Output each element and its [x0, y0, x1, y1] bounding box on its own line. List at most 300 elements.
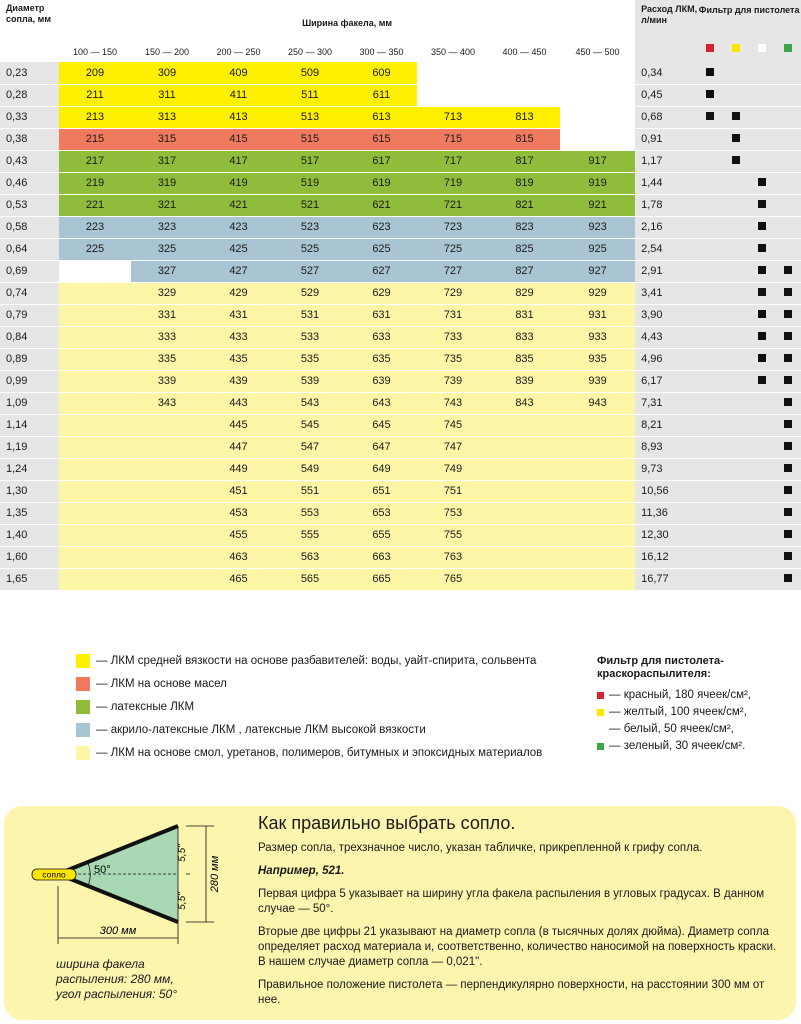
nozzle-code-cell: 211 — [59, 84, 131, 106]
filter-cell — [775, 216, 801, 238]
width-range-header: 200 — 250 — [203, 42, 274, 62]
table-row — [0, 150, 801, 172]
nozzle-code-cell: 521 — [274, 194, 346, 216]
nozzle-code-cell: 651 — [346, 480, 417, 502]
nozzle-code-cell — [489, 458, 560, 480]
nozzle-code-cell — [59, 260, 131, 282]
nozzle-code-cell: 453 — [203, 502, 274, 524]
nozzle-code-cell: 733 — [417, 326, 489, 348]
legend-swatch-icon — [76, 700, 90, 714]
nozzle-code-cell: 725 — [417, 238, 489, 260]
nozzle-code-cell: 443 — [203, 392, 274, 414]
nozzle-code-cell — [131, 502, 203, 524]
table-row — [0, 84, 801, 106]
nozzle-code-cell: 327 — [131, 260, 203, 282]
header-diameter: Диаметр сопла, мм — [0, 0, 59, 62]
diameter-cell: 0,79 — [0, 304, 59, 326]
legend-item — [76, 649, 542, 672]
nozzle-code-cell: 515 — [274, 128, 346, 150]
nozzle-code-cell: 933 — [560, 326, 635, 348]
filter-cell — [723, 304, 749, 326]
filter-cell — [775, 370, 801, 392]
filter-mark-icon — [784, 266, 792, 274]
filter-mark-icon — [758, 354, 766, 362]
filter-cell — [723, 414, 749, 436]
nozzle-code-cell: 429 — [203, 282, 274, 304]
flow-cell: 16,77 — [635, 568, 697, 590]
nozzle-code-cell: 609 — [346, 62, 417, 84]
nozzle-code-cell — [59, 282, 131, 304]
filter-cell — [697, 128, 723, 150]
nozzle-code-cell: 411 — [203, 84, 274, 106]
flow-cell: 0,34 — [635, 62, 697, 84]
nozzle-code-cell: 551 — [274, 480, 346, 502]
filter-legend — [597, 655, 801, 755]
nozzle-code-cell: 539 — [274, 370, 346, 392]
distance-label: 300 мм — [99, 925, 137, 937]
howto-section — [258, 813, 778, 1016]
width-range-header: 450 — 500 — [560, 42, 635, 62]
table-row — [0, 458, 801, 480]
nozzle-code-cell: 753 — [417, 502, 489, 524]
width-range-header: 150 — 200 — [131, 42, 203, 62]
filter-mark-icon — [784, 508, 792, 516]
nozzle-code-cell — [560, 568, 635, 590]
nozzle-label: сопло — [42, 869, 66, 880]
nozzle-code-cell: 665 — [346, 568, 417, 590]
flow-cell: 8,93 — [635, 436, 697, 458]
table-row — [0, 172, 801, 194]
table-row — [0, 370, 801, 392]
legend-item — [76, 741, 542, 764]
half-width-bottom: 5,5" — [177, 892, 188, 910]
nozzle-code-cell — [59, 568, 131, 590]
nozzle-code-cell: 543 — [274, 392, 346, 414]
nozzle-code-cell: 929 — [560, 282, 635, 304]
filter-mark-icon — [784, 574, 792, 582]
flow-cell: 11,36 — [635, 502, 697, 524]
nozzle-code-cell: 335 — [131, 348, 203, 370]
nozzle-code-cell — [489, 414, 560, 436]
filter-cell — [697, 216, 723, 238]
table-row — [0, 348, 801, 370]
flow-cell: 0,91 — [635, 128, 697, 150]
howto-p2: Первая цифра 5 указывает на ширину угла факела распыления в угловых градусах. В данном случае — 50°. — [258, 888, 765, 915]
diameter-cell: 1,60 — [0, 546, 59, 568]
nozzle-code-cell: 763 — [417, 546, 489, 568]
filter-mark-icon — [758, 310, 766, 318]
diameter-cell: 0,64 — [0, 238, 59, 260]
table-row — [0, 304, 801, 326]
nozzle-code-cell: 523 — [274, 216, 346, 238]
filter-cell — [697, 106, 723, 128]
nozzle-code-cell — [131, 436, 203, 458]
nozzle-code-cell: 451 — [203, 480, 274, 502]
nozzle-code-cell: 215 — [59, 128, 131, 150]
diameter-cell: 1,35 — [0, 502, 59, 524]
nozzle-code-cell: 329 — [131, 282, 203, 304]
table-row — [0, 568, 801, 590]
filter-mark-icon — [784, 552, 792, 560]
filter-cell — [723, 84, 749, 106]
nozzle-code-cell: 617 — [346, 150, 417, 172]
filter-cell — [749, 392, 775, 414]
diameter-cell: 0,33 — [0, 106, 59, 128]
filter-cell — [697, 568, 723, 590]
nozzle-code-cell: 629 — [346, 282, 417, 304]
filter-cell — [723, 128, 749, 150]
flow-cell: 10,56 — [635, 480, 697, 502]
header-flow: Расход ЛКМ, л/мин — [635, 0, 697, 62]
filter-mark-icon — [758, 266, 766, 274]
nozzle-code-cell: 423 — [203, 216, 274, 238]
header-width: Ширина факела, мм — [59, 0, 635, 42]
filter-mark-icon — [758, 332, 766, 340]
nozzle-code-cell: 527 — [274, 260, 346, 282]
table-row — [0, 502, 801, 524]
nozzle-code-cell: 833 — [489, 326, 560, 348]
nozzle-code-cell: 927 — [560, 260, 635, 282]
nozzle-code-cell: 317 — [131, 150, 203, 172]
filter-cell — [697, 370, 723, 392]
nozzle-code-cell — [560, 546, 635, 568]
diameter-cell: 1,24 — [0, 458, 59, 480]
table-row — [0, 546, 801, 568]
nozzle-code-cell: 535 — [274, 348, 346, 370]
nozzle-code-cell — [489, 568, 560, 590]
nozzle-code-cell — [131, 546, 203, 568]
nozzle-code-cell: 639 — [346, 370, 417, 392]
filter-mark-icon — [758, 200, 766, 208]
filter-cell — [749, 370, 775, 392]
filter-legend-text: — белый, 50 ячеек/см², — [609, 723, 734, 735]
filter-cell — [697, 260, 723, 282]
nozzle-code-cell — [59, 392, 131, 414]
nozzle-code-cell: 615 — [346, 128, 417, 150]
filter-cell — [697, 414, 723, 436]
filter-cell — [749, 414, 775, 436]
nozzle-code-cell: 513 — [274, 106, 346, 128]
width-range-header: 100 — 150 — [59, 42, 131, 62]
angle-label: 50° — [94, 864, 111, 876]
nozzle-code-cell — [560, 414, 635, 436]
nozzle-code-cell: 831 — [489, 304, 560, 326]
filter-cell — [749, 62, 775, 84]
nozzle-code-cell: 631 — [346, 304, 417, 326]
nozzle-code-cell: 765 — [417, 568, 489, 590]
filter-legend-item — [597, 721, 801, 738]
nozzle-code-cell: 835 — [489, 348, 560, 370]
half-width-top: 5,5" — [177, 844, 188, 862]
nozzle-code-cell — [489, 436, 560, 458]
filter-legend-swatch-icon — [597, 743, 604, 750]
filter-cell — [775, 414, 801, 436]
table-row — [0, 392, 801, 414]
nozzle-code-cell: 749 — [417, 458, 489, 480]
diameter-cell: 1,65 — [0, 568, 59, 590]
nozzle-code-cell: 435 — [203, 348, 274, 370]
filter-cell — [775, 546, 801, 568]
nozzle-code-cell: 221 — [59, 194, 131, 216]
nozzle-code-cell — [489, 546, 560, 568]
nozzle-code-cell: 819 — [489, 172, 560, 194]
nozzle-code-cell — [560, 62, 635, 84]
nozzle-code-cell: 939 — [560, 370, 635, 392]
nozzle-code-cell: 313 — [131, 106, 203, 128]
filter-mark-icon — [784, 376, 792, 384]
nozzle-code-cell: 425 — [203, 238, 274, 260]
filter-cell — [775, 392, 801, 414]
nozzle-code-cell: 331 — [131, 304, 203, 326]
filter-cell — [775, 260, 801, 282]
nozzle-code-cell: 465 — [203, 568, 274, 590]
nozzle-code-cell — [489, 524, 560, 546]
filter-mark-icon — [784, 310, 792, 318]
filter-cell — [749, 480, 775, 502]
filter-cell — [749, 436, 775, 458]
nozzle-code-cell: 825 — [489, 238, 560, 260]
filter-legend-swatch-icon — [597, 726, 604, 733]
nozzle-code-cell: 743 — [417, 392, 489, 414]
legend-swatch-icon — [76, 677, 90, 691]
diameter-cell: 1,09 — [0, 392, 59, 414]
filter-cell — [723, 502, 749, 524]
filter-cell — [697, 480, 723, 502]
caption-line-1: ширина факела — [56, 957, 145, 971]
howto-p3: Вторые две цифры 21 указывают на диаметр сопла (в тысячных долях дюйма). Диаметр сопла определяет расход материала и, соответственно, количество наносимой на поверхность краски. В нашем случае диаметр сопла — 0,021". — [258, 926, 777, 968]
nozzle-code-cell: 821 — [489, 194, 560, 216]
flow-cell: 4,96 — [635, 348, 697, 370]
filter-color-header — [749, 42, 775, 62]
nozzle-code-cell: 663 — [346, 546, 417, 568]
nozzle-code-cell: 619 — [346, 172, 417, 194]
filter-color-header — [723, 42, 749, 62]
table-row — [0, 414, 801, 436]
nozzle-code-cell: 431 — [203, 304, 274, 326]
nozzle-code-cell: 343 — [131, 392, 203, 414]
nozzle-code-cell — [59, 348, 131, 370]
filter-cell — [749, 106, 775, 128]
nozzle-code-cell — [131, 458, 203, 480]
nozzle-code-cell — [417, 84, 489, 106]
nozzle-code-cell — [560, 436, 635, 458]
nozzle-code-cell: 549 — [274, 458, 346, 480]
flow-cell: 4,43 — [635, 326, 697, 348]
nozzle-code-cell: 611 — [346, 84, 417, 106]
filter-mark-icon — [784, 354, 792, 362]
filter-cell — [723, 106, 749, 128]
width-label: 280 мм — [209, 855, 221, 893]
legend-text: — ЛКМ средней вязкости на основе разбавителей: воды, уайт-спирита, сольвента — [96, 654, 537, 667]
nozzle-code-cell — [560, 524, 635, 546]
diagram-caption — [56, 957, 177, 1002]
filter-cell — [749, 194, 775, 216]
filter-swatch-icon — [784, 44, 792, 52]
nozzle-code-cell: 931 — [560, 304, 635, 326]
nozzle-code-cell — [59, 414, 131, 436]
nozzle-code-cell: 525 — [274, 238, 346, 260]
filter-cell — [697, 282, 723, 304]
flow-cell: 0,45 — [635, 84, 697, 106]
diameter-cell: 0,28 — [0, 84, 59, 106]
filter-cell — [697, 304, 723, 326]
legend-item — [76, 672, 542, 695]
nozzle-code-cell: 745 — [417, 414, 489, 436]
width-range-header: 250 — 300 — [274, 42, 346, 62]
caption-line-2: распыления: 280 мм, — [56, 972, 174, 986]
nozzle-code-cell — [560, 128, 635, 150]
filter-cell — [697, 150, 723, 172]
nozzle-code-cell: 519 — [274, 172, 346, 194]
nozzle-code-cell: 829 — [489, 282, 560, 304]
flow-cell: 2,91 — [635, 260, 697, 282]
diameter-cell: 0,74 — [0, 282, 59, 304]
filter-cell — [723, 238, 749, 260]
filter-legend-text: — желтый, 100 ячеек/см², — [609, 706, 747, 718]
nozzle-code-cell: 565 — [274, 568, 346, 590]
filter-cell — [775, 436, 801, 458]
filter-cell — [697, 326, 723, 348]
nozzle-code-cell: 225 — [59, 238, 131, 260]
nozzle-code-cell: 209 — [59, 62, 131, 84]
nozzle-code-cell: 445 — [203, 414, 274, 436]
filter-mark-icon — [784, 288, 792, 296]
nozzle-code-cell: 315 — [131, 128, 203, 150]
nozzle-code-cell: 433 — [203, 326, 274, 348]
filter-cell — [775, 62, 801, 84]
filter-cell — [749, 260, 775, 282]
nozzle-code-cell: 827 — [489, 260, 560, 282]
filter-mark-icon — [758, 376, 766, 384]
nozzle-code-cell: 529 — [274, 282, 346, 304]
nozzle-code-cell: 325 — [131, 238, 203, 260]
nozzle-code-cell: 727 — [417, 260, 489, 282]
legend-text: — латексные ЛКМ — [96, 700, 195, 713]
filter-cell — [697, 238, 723, 260]
nozzle-code-cell: 921 — [560, 194, 635, 216]
flow-cell: 7,31 — [635, 392, 697, 414]
nozzle-code-cell — [59, 436, 131, 458]
filter-cell — [723, 260, 749, 282]
filter-cell — [749, 172, 775, 194]
nozzle-code-cell — [489, 502, 560, 524]
nozzle-code-cell: 409 — [203, 62, 274, 84]
nozzle-code-cell: 509 — [274, 62, 346, 84]
flow-cell: 9,73 — [635, 458, 697, 480]
filter-cell — [697, 392, 723, 414]
filter-cell — [775, 194, 801, 216]
nozzle-code-cell: 447 — [203, 436, 274, 458]
nozzle-code-cell: 923 — [560, 216, 635, 238]
filter-swatch-icon — [706, 44, 714, 52]
filter-mark-icon — [732, 156, 740, 164]
nozzle-code-cell: 333 — [131, 326, 203, 348]
filter-mark-icon — [784, 332, 792, 340]
table-row — [0, 194, 801, 216]
nozzle-code-cell: 553 — [274, 502, 346, 524]
material-legend — [76, 649, 542, 764]
filter-cell — [723, 216, 749, 238]
filter-cell — [723, 348, 749, 370]
filter-cell — [723, 458, 749, 480]
table-row — [0, 480, 801, 502]
diameter-cell: 0,89 — [0, 348, 59, 370]
legend-text: — ЛКМ на основе смол, уретанов, полимеров, битумных и эпоксидных материалов — [96, 746, 543, 759]
nozzle-code-cell: 339 — [131, 370, 203, 392]
nozzle-code-cell: 545 — [274, 414, 346, 436]
nozzle-code-cell — [59, 304, 131, 326]
nozzle-code-cell: 815 — [489, 128, 560, 150]
filter-cell — [775, 524, 801, 546]
nozzle-code-cell: 645 — [346, 414, 417, 436]
legend-swatch-icon — [76, 654, 90, 668]
filter-mark-icon — [758, 178, 766, 186]
flow-cell: 2,16 — [635, 216, 697, 238]
table-row — [0, 436, 801, 458]
filter-cell — [749, 216, 775, 238]
nozzle-code-cell: 309 — [131, 62, 203, 84]
nozzle-code-cell — [59, 458, 131, 480]
table-row — [0, 282, 801, 304]
nozzle-code-cell — [131, 568, 203, 590]
filter-swatch-icon — [732, 44, 740, 52]
table-row — [0, 260, 801, 282]
nozzle-code-cell — [59, 326, 131, 348]
filter-legend-item — [597, 687, 801, 704]
nozzle-code-cell: 653 — [346, 502, 417, 524]
flow-cell: 1,17 — [635, 150, 697, 172]
filter-cell — [723, 568, 749, 590]
howto-title: Как правильно выбрать сопло. — [258, 813, 516, 833]
filter-legend-item — [597, 704, 801, 721]
filter-cell — [697, 502, 723, 524]
filter-cell — [697, 62, 723, 84]
filter-cell — [749, 326, 775, 348]
filter-cell — [749, 524, 775, 546]
nozzle-code-cell: 731 — [417, 304, 489, 326]
filter-mark-icon — [784, 486, 792, 494]
flow-cell: 2,54 — [635, 238, 697, 260]
legend-text: — акрило-латексные ЛКМ , латексные ЛКМ высокой вязкости — [96, 723, 426, 736]
legend-item — [76, 718, 542, 741]
nozzle-code-cell: 817 — [489, 150, 560, 172]
nozzle-code-cell: 533 — [274, 326, 346, 348]
filter-cell — [775, 304, 801, 326]
nozzle-code-cell — [131, 480, 203, 502]
nozzle-code-cell: 555 — [274, 524, 346, 546]
nozzle-code-cell: 649 — [346, 458, 417, 480]
diameter-cell: 1,30 — [0, 480, 59, 502]
filter-legend-swatch-icon — [597, 709, 604, 716]
nozzle-code-cell: 655 — [346, 524, 417, 546]
nozzle-code-cell: 531 — [274, 304, 346, 326]
table-row — [0, 238, 801, 260]
filter-cell — [749, 128, 775, 150]
diameter-cell: 0,23 — [0, 62, 59, 84]
legend-swatch-icon — [76, 746, 90, 760]
flow-cell: 8,21 — [635, 414, 697, 436]
filter-cell — [697, 348, 723, 370]
filter-cell — [723, 282, 749, 304]
nozzle-code-cell: 419 — [203, 172, 274, 194]
nozzle-code-cell: 511 — [274, 84, 346, 106]
diameter-cell: 0,84 — [0, 326, 59, 348]
filter-cell — [697, 458, 723, 480]
filter-cell — [723, 392, 749, 414]
diameter-cell: 0,58 — [0, 216, 59, 238]
flow-cell: 3,41 — [635, 282, 697, 304]
table-row — [0, 128, 801, 150]
